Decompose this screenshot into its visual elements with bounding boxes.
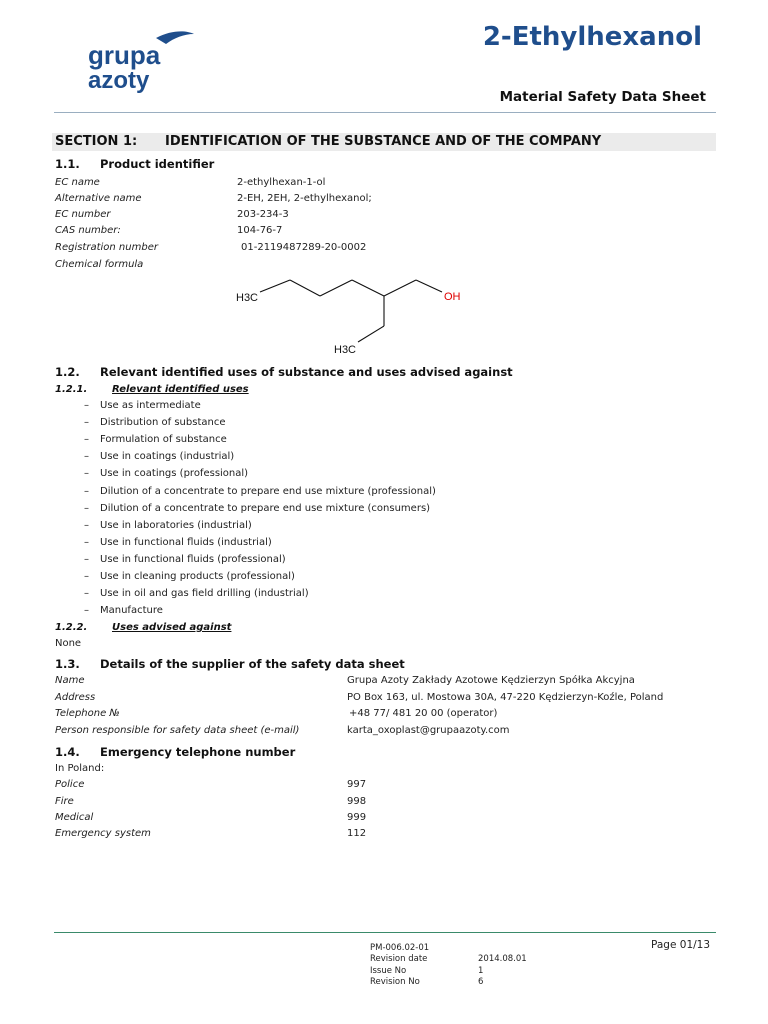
list-item: Dilution of a concentrate to prepare end use mixture (consumers) xyxy=(100,503,431,514)
fire-value: 998 xyxy=(347,796,367,807)
s13-number: 1.3. xyxy=(55,657,80,671)
supplier-name-label: Name xyxy=(55,675,85,686)
fire-label: Fire xyxy=(55,796,74,807)
s122-title: Uses advised against xyxy=(112,622,232,633)
police-label: Police xyxy=(55,779,85,790)
s121-title: Relevant identified uses xyxy=(112,384,249,395)
product-name: 2-Ethylhexanol xyxy=(482,22,702,52)
list-bullet: – xyxy=(84,537,89,548)
s11-number: 1.1. xyxy=(55,157,80,171)
list-item: Use in functional fluids (professional) xyxy=(100,554,286,565)
revision-no-label: Revision No xyxy=(370,977,420,987)
s121-number: 1.2.1. xyxy=(55,384,88,395)
list-item: Dilution of a concentrate to prepare end use mixture (professional) xyxy=(100,486,436,497)
list-item: Distribution of substance xyxy=(100,417,226,428)
list-bullet: – xyxy=(84,400,89,411)
list-item: Use in oil and gas field drilling (industrial) xyxy=(100,588,309,599)
registration-number-value: 01-2119487289-20-0002 xyxy=(241,242,367,253)
responsible-person-label: Person responsible for safety data sheet (e-mail) xyxy=(55,725,300,736)
emergency-intro: In Poland: xyxy=(55,763,105,774)
supplier-name-value: Grupa Azoty Zakłady Azotowe Kędzierzyn Spółka Akcyjna xyxy=(347,675,635,686)
registration-number-label: Registration number xyxy=(55,242,158,253)
telephone-value: +48 77/ 481 20 00 (operator) xyxy=(349,708,498,719)
address-value: PO Box 163, ul. Mostowa 30A, 47-220 Kędzierzyn-Koźle, Poland xyxy=(347,692,664,703)
telephone-label: Telephone № xyxy=(55,708,120,719)
emergency-system-value: 112 xyxy=(347,828,367,839)
s12-number: 1.2. xyxy=(55,365,80,379)
revision-date-value: 2014.08.01 xyxy=(478,954,527,964)
page-number: Page 01/13 xyxy=(651,939,711,951)
list-bullet: – xyxy=(84,588,89,599)
list-bullet: – xyxy=(84,417,89,428)
section-title: IDENTIFICATION OF THE SUBSTANCE AND OF THE COMPANY xyxy=(165,134,602,149)
section-number: SECTION 1: xyxy=(55,134,138,149)
police-value: 997 xyxy=(347,779,367,790)
s14-number: 1.4. xyxy=(55,745,80,759)
list-bullet: – xyxy=(84,605,89,616)
medical-label: Medical xyxy=(55,812,94,823)
list-bullet: – xyxy=(84,520,89,531)
alt-name-value: 2-EH, 2EH, 2-ethylhexanol; xyxy=(237,193,372,204)
ec-number-label: EC number xyxy=(55,209,111,220)
s122-number: 1.2.2. xyxy=(55,622,88,633)
list-item: Use in coatings (industrial) xyxy=(100,451,235,462)
list-item: Use in coatings (professional) xyxy=(100,468,249,479)
cas-number-value: 104-76-7 xyxy=(237,225,283,236)
alt-name-label: Alternative name xyxy=(55,193,142,204)
s11-title: Product identifier xyxy=(100,157,215,171)
list-item: Use as intermediate xyxy=(100,400,201,411)
h3c-left-label: H3C xyxy=(236,292,259,304)
logo-text-line2: azoty xyxy=(88,67,150,94)
medical-value: 999 xyxy=(347,812,367,823)
s14-title: Emergency telephone number xyxy=(100,745,296,759)
ec-name-value: 2-ethylhexan-1-ol xyxy=(237,177,326,188)
logo-text-line1: grupa xyxy=(88,40,161,70)
s12-title: Relevant identified uses of substance and uses advised against xyxy=(100,365,513,379)
grupa-azoty-logo xyxy=(86,28,196,94)
revision-date-label: Revision date xyxy=(370,954,428,964)
list-item: Use in laboratories (industrial) xyxy=(100,520,252,531)
list-bullet: – xyxy=(84,503,89,514)
list-bullet: – xyxy=(84,486,89,497)
s13-title: Details of the supplier of the safety data sheet xyxy=(100,657,405,671)
address-label: Address xyxy=(55,692,96,703)
list-item: Use in cleaning products (professional) xyxy=(100,571,295,582)
ec-name-label: EC name xyxy=(55,177,100,188)
issue-no-value: 1 xyxy=(478,966,484,976)
list-bullet: – xyxy=(84,451,89,462)
doc-code: PM-006.02-01 xyxy=(370,943,430,953)
document-type: Material Safety Data Sheet xyxy=(499,89,706,105)
responsible-email-value: karta_oxoplast@grupaazoty.com xyxy=(347,725,510,736)
header-divider xyxy=(54,112,716,113)
uses-advised-against-value: None xyxy=(55,638,82,649)
oh-label: OH xyxy=(444,291,461,303)
emergency-system-label: Emergency system xyxy=(55,828,151,839)
footer-divider xyxy=(54,932,716,933)
ec-number-value: 203-234-3 xyxy=(237,209,289,220)
list-item: Formulation of substance xyxy=(100,434,227,445)
list-bullet: – xyxy=(84,468,89,479)
list-item: Manufacture xyxy=(100,605,163,616)
revision-no-value: 6 xyxy=(478,977,484,987)
list-item: Use in functional fluids (industrial) xyxy=(100,537,272,548)
list-bullet: – xyxy=(84,434,89,445)
list-bullet: – xyxy=(84,571,89,582)
chemical-formula-label: Chemical formula xyxy=(55,259,144,270)
chemical-structure-diagram xyxy=(230,270,480,360)
list-bullet: – xyxy=(84,554,89,565)
h3c-bottom-label: H3C xyxy=(334,344,357,356)
cas-number-label: CAS number: xyxy=(55,225,121,236)
issue-no-label: Issue No xyxy=(370,966,407,976)
